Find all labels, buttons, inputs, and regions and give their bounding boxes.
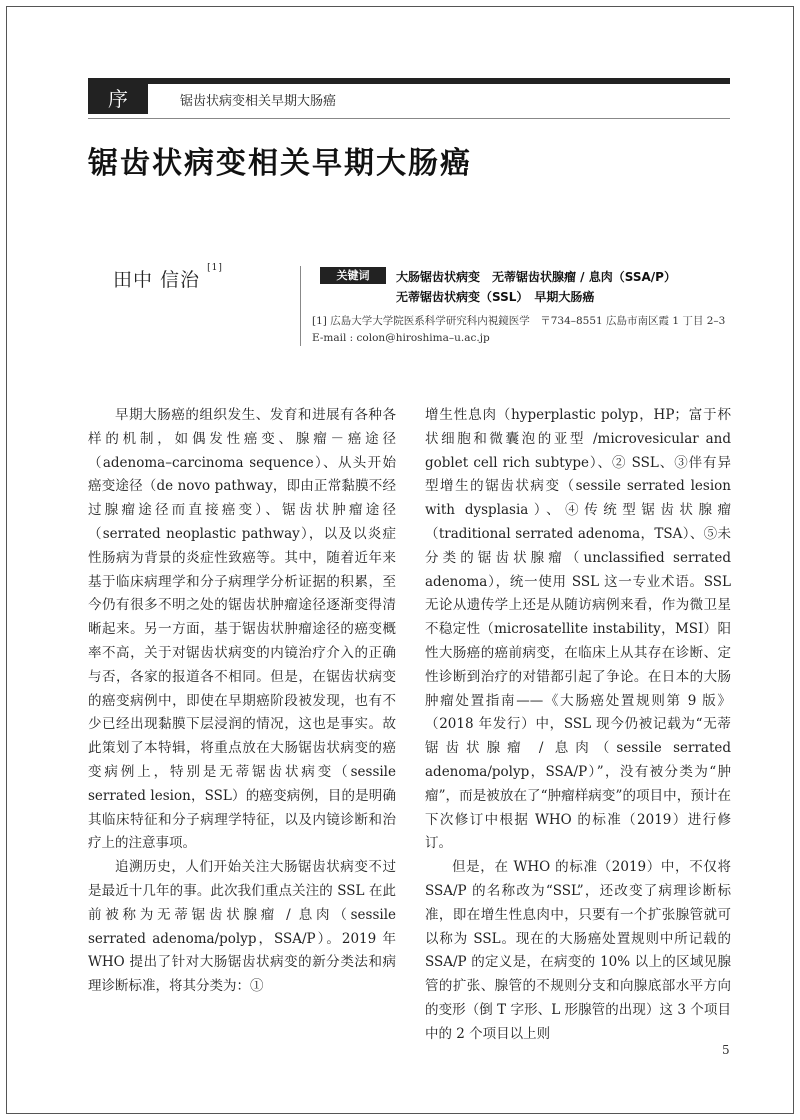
keywords-line-1: 大肠锯齿状病变 无蒂锯齿状腺瘤 / 息肉（SSA/P） [396,270,676,284]
keywords-label: 关键词 [320,267,386,284]
author-name: 田中 信治 [113,269,201,291]
header-bar [88,78,730,84]
author-ref: [1] [207,263,223,273]
page-number: 5 [722,1043,730,1057]
right-paragraph-2: 但是，在 WHO 的标准（2019）中，不仅将 SSA/P 的名称改为“SSL”，还改变了病理诊断标准，即在增生性息肉中，只要有一个扩张腺管就可以称为 SSL。现在的大肠癌处置规则中所记载的 SSA/P 的定义是，在病变的 10% 以上的区域见腺管的扩张、腺管的不规则分支和向腺底部水平方向的变形（倒 T 字形、L 形腺管的出现）这 3 个项目中的 2 个项目以上则 [425,859,731,1042]
affiliation: [1] 広島大学大学院医系科学研究科内視鏡医学 〒734–8551 広島市南区霞 1 丁目 2–3 E-mail : colon@hiroshima–u.ac.jp [312,315,736,344]
keywords-line-2: 无蒂锯齿状病变（SSL） 早期大肠癌 [396,290,595,304]
right-paragraph-1: 增生性息肉（hyperplastic polyp，HP；富于杯状细胞和微囊泡的亚型 /microvesicular and goblet cell rich subtype）、② SSL、③伴有异型增生的锯齿状病变（sessile serrated lesion with dysplasia）、④传统型锯齿状腺瘤（traditional serrated adenoma，TSA）、⑤未分类的锯齿状腺瘤（unclassified serrated adenoma），统一使用 SSL 这一专业术语。SSL 无论从遗传学上还是从随访病例来看，作为微卫星不稳定性（microsatellite instability，MSI）阳性大肠癌的癌前病变，在临床上从其存在诊断、定性诊断到治疗的对错都引起了争论。在日本的大肠肿瘤处置指南——《大肠癌处置规则第 9 版》（2018 年发行）中，SSL 现今仍被记载为“无蒂锯齿状腺瘤 / 息肉（sessile serrated adenoma/polyp，SSA/P）”，没有被分类为“肿瘤”，而是被放在了“肿瘤样病变”的项目中，预计在下次修订中根据 WHO 的标准（2019）进行修订。 [425,407,731,852]
section-subtitle: 锯齿状病变相关早期大肠癌 [180,94,337,109]
header-rule [88,118,730,119]
section-label: 序 [88,84,148,114]
left-paragraph-1: 早期大肠癌的组织发生、发育和进展有各种各样的机制，如偶发性癌变、腺瘤－癌途径（adenoma–carcinoma sequence）、从头开始癌变途径（de novo pathway，即由正常黏膜不经过腺瘤途径而直接癌变）、锯齿状肿瘤途径（serrated neoplastic pathway），以及以炎症性肠病为背景的炎症性致癌等。其中，随着近年来基于临床病理学和分子病理学分析证据的积累，至今仍有很多不明之处的锯齿状肿瘤途径逐渐变得清晰起来。另一方面，基于锯齿状肿瘤途径的癌变概率不高，关于对锯齿状病变的内镜治疗介入的正确与否，各家的报道各不相同。但是，在锯齿状病变的癌变病例中，即使在早期癌阶段被发现，也有不少已经出现黏膜下层浸润的情况，这也是事实。故此策划了本特辑，将重点放在大肠锯齿状病变的癌变病例上，特别是无蒂锯齿状病变（sessile serrated lesion，SSL）的癌变病例，目的是明确其临床特征和分子病理学特征，以及内镜诊断和治疗上的注意事项。 [88,407,396,852]
author [113,265,223,292]
divider-line [300,266,301,346]
left-paragraph-2: 追溯历史，人们开始关注大肠锯齿状病变不过是最近十几年的事。此次我们重点关注的 SSL 在此前被称为无蒂锯齿状腺瘤 / 息肉（sessile serrated adenoma/polyp，SSA/P）。2019 年 WHO 提出了针对大肠锯齿状病变的新分类法和病理诊断标准，将其分类为：① [88,859,396,995]
right-column [425,404,731,1047]
article-title: 锯齿状病变相关早期大肠癌 [88,146,472,181]
left-column [88,404,396,999]
